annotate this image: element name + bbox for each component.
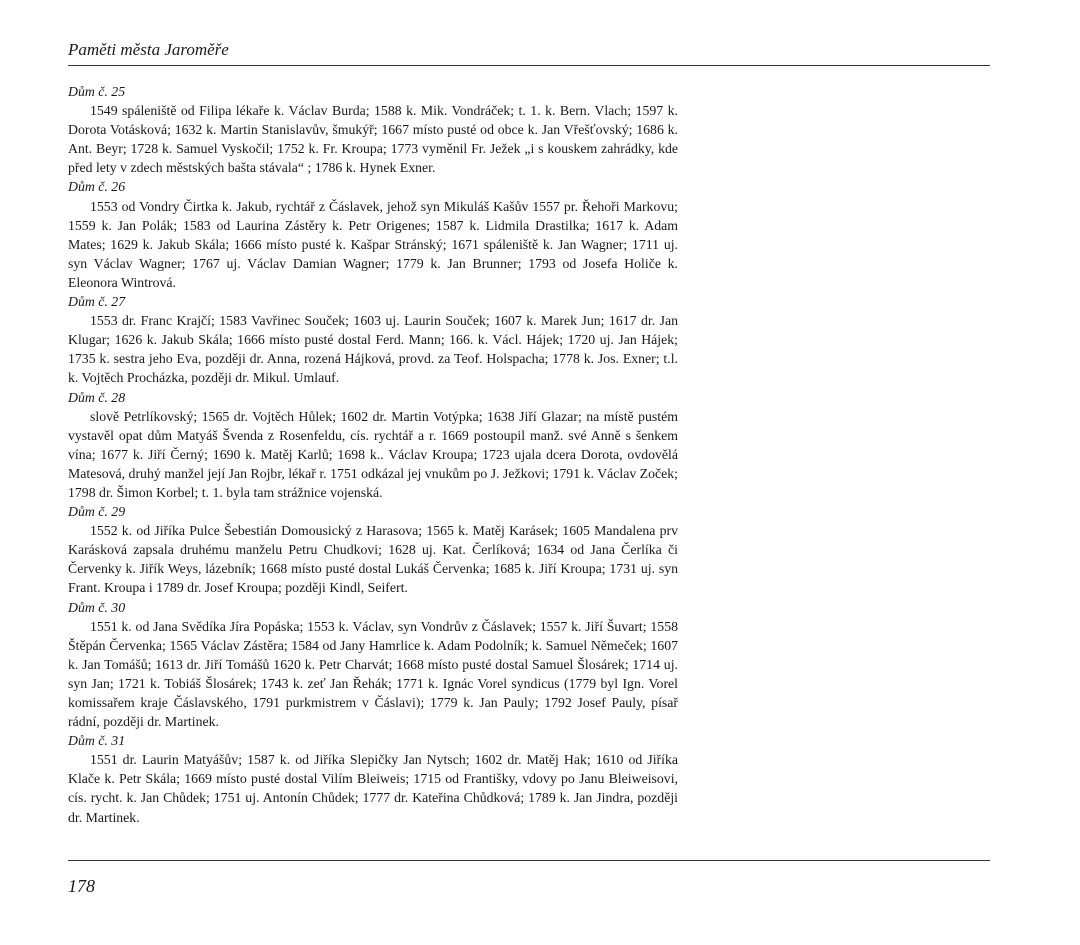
house-entry-30 (68, 598, 678, 732)
entry-body: 1553 od Vondry Čirtka k. Jakub, rychtář z Čáslavek, jehož syn Mikuláš Kašův 1557 pr. Řehoři Markovu; 1559 k. Jan Polák; 1583 od Laurina Zástěry k. Petr Origenes; 1587 k. Lidmila Drastilka; 1617 k. Adam Mates; 1629 k. Jakub Skála; 1666 místo pusté k. Kašpar Stránský; 1671 spáleniště k. Jan Wagner; 1711 uj. syn Václav Wagner; 1767 uj. Václav Damian Wagner; 1779 k. Jan Brunner; 1793 od Josefa Holiče k. Eleonora Wintrová. (68, 198, 678, 290)
house-entry-26 (68, 177, 678, 292)
house-entry-25 (68, 82, 678, 177)
entry-body: 1549 spáleniště od Filipa lékaře k. Václav Burda; 1588 k. Mik. Vondráček; t. 1. k. Bern. Vlach; 1597 k. Dorota Votásková; 1632 k. Martin Stanislavův, šmukýř; 1667 místo pusté od obce k. Jan Vřešťovský; 1686 k. Ant. Beyr; 1728 k. Samuel Vyskočil; 1752 k. Fr. Kroupa; 1773 vyměnil Fr. Ježek „i s kouskem zahrádky, kde před lety v zdech městských bašta stávala“ ; 1786 k. Hynek Exner. (68, 103, 678, 176)
house-entry-31 (68, 731, 678, 826)
page-number: 178 (68, 876, 95, 896)
entry-heading: Dům č. 25 (68, 84, 126, 99)
entry-heading: Dům č. 28 (68, 389, 126, 405)
entry-heading: Dům č. 30 (68, 599, 126, 615)
entry-heading: Dům č. 31 (68, 733, 126, 749)
entry-body: 1551 dr. Laurin Matyášův; 1587 k. od Jiříka Slepičky Jan Nytsch; 1602 dr. Matěj Hak; 1610 od Jiříka Klače k. Petr Skála; 1669 místo pusté dostal Vilím Bleiweis; 1715 od Františky, vdovy po Janu Bleiweisovi, cís. rycht. k. Jan Chůdek; 1751 uj. Antonín Chůdek; 1777 dr. Kateřina Chůdková; 1789 k. Jan Jindra, později dr. Martinek. (68, 752, 678, 825)
entry-heading: Dům č. 26 (68, 179, 126, 195)
entry-heading: Dům č. 29 (68, 504, 126, 520)
entry-body: slově Petrlíkovský; 1565 dr. Vojtěch Hůlek; 1602 dr. Martin Votýpka; 1638 Jiří Glazar; na místě pustém vystavěl opat dům Matyáš Švenda z Rosenfeldu, cís. rychtář a r. 1669 postoupil manž. své Anně s šenkem vína; 1677 k. Jiří Černý; 1690 k. Matěj Karlů; 1698 k.. Václav Kroupa; 1723 ujala dcera Dorota, ovdovělá Matesová, druhý manžel její Jan Rojbr, lékař r. 1751 odkázal jej vnukům po J. Ježkovi; 1791 k. Václav Zoček; 1798 dr. Šimon Korbel; t. 1. byla tam strážnice vojenská. (68, 408, 678, 500)
entry-heading: Dům č. 27 (68, 294, 126, 310)
text-column (68, 82, 678, 827)
entry-body: 1553 dr. Franc Krajčí; 1583 Vavřinec Souček; 1603 uj. Laurin Souček; 1607 k. Marek Jun; 1617 dr. Jan Klugar; 1626 k. Jakub Skála; 1666 místo pusté dostal Ferd. Mann; 166. k. Václ. Hájek; 1720 uj. Jan Hájek; 1735 k. sestra jeho Eva, později dr. Anna, rozená Hájková, provd. za Teof. Holspacha; 1778 k. Jos. Exner; t.l. k. Vojtěch Procházka, později dr. Mikul. Umlauf. (68, 313, 678, 386)
running-header-title: Paměti města Jaroměře (68, 40, 229, 59)
house-entry-27 (68, 292, 678, 387)
footer-rule (68, 860, 990, 861)
house-entry-29 (68, 502, 678, 597)
entry-body: 1552 k. od Jiříka Pulce Šebestián Domousický z Harasova; 1565 k. Matěj Karásek; 1605 Mandalena prv Karásková zapsala druhému manželu Petru Chudkovi; 1628 uj. Kat. Čerlíková; 1634 od Jana Čerlíka či Červenky k. Jiřík Weys, lázebník; 1668 místo pusté dostal Lukáš Červenka; 1685 k. Jiří Kroupa; 1731 uj. syn Frant. Kroupa i 1789 dr. Josef Kroupa; později Kindl, Seifert. (68, 523, 678, 596)
entry-body: 1551 k. od Jana Svědíka Jíra Popáska; 1553 k. Václav, syn Vondrův z Čáslavek; 1557 k. Jiří Šuvart; 1558 Štěpán Červenka; 1565 Václav Zástěra; 1584 od Jany Hamrlice k. Adam Podolník; k. Samuel Němeček; 1607 k. Jan Tomášů; 1613 dr. Jiří Tomášů 1620 k. Petr Charvát; 1668 místo pusté dostal Samuel Šlosárek; 1714 uj. syn Jan; 1721 k. Tobiáš Šlosárek; 1743 k. zeť Jan Řehák; 1771 k. Ignác Vorel syndicus (1779 byl Ign. Vorel komissařem kraje Čáslavského, 1791 purkmistrem v Čáslavi); 1779 k. Jan Pauly; 1792 Josef Pauly, písař rádní, později dr. Martinek. (68, 618, 678, 730)
header-rule (68, 65, 990, 66)
house-entry-28 (68, 388, 678, 503)
